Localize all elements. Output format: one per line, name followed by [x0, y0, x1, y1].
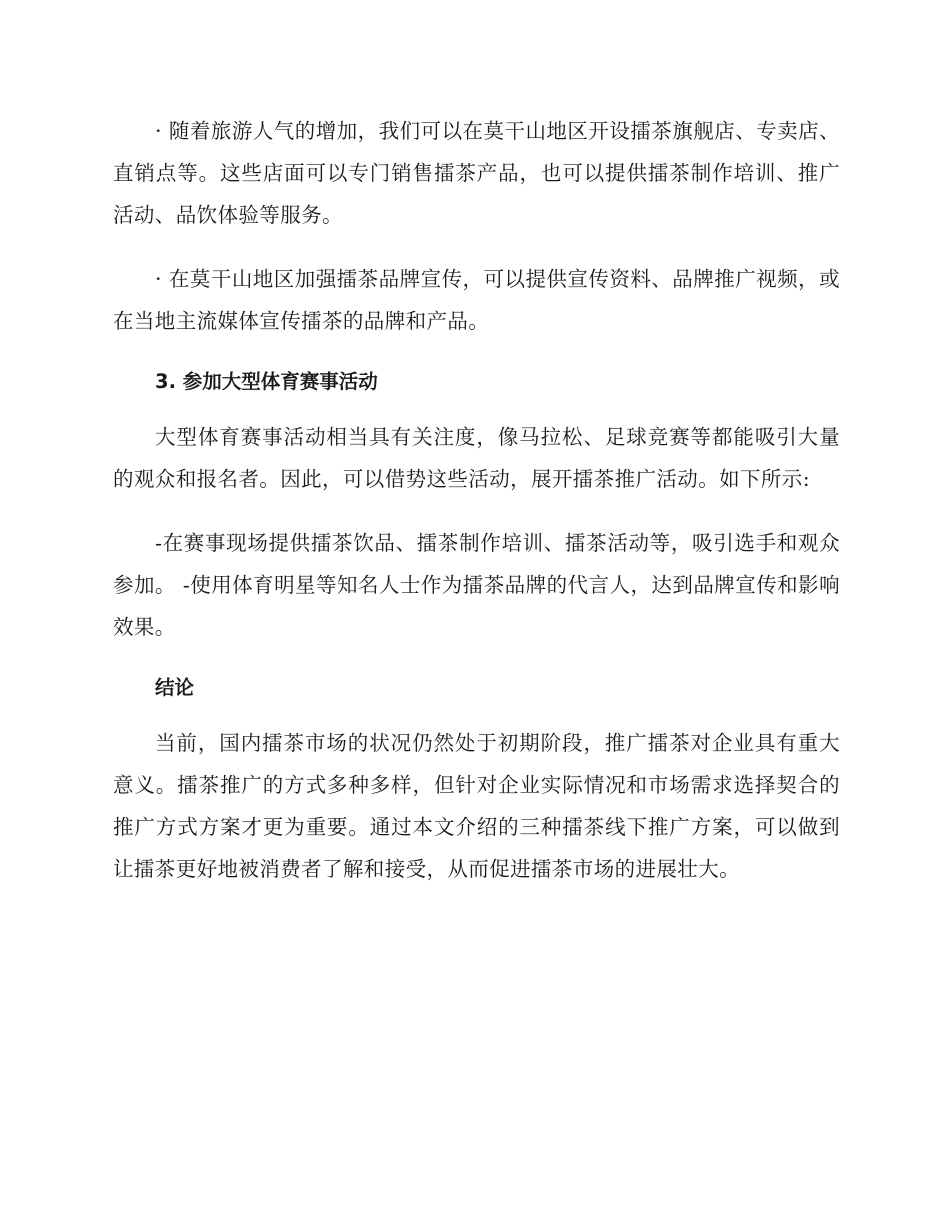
paragraph-brand-promotion: · 在莫干山地区加强擂茶品牌宣传，可以提供宣传资料、品牌推广视频，或在当地主流媒体宣传擂茶的品牌和产品。 — [113, 267, 840, 333]
section-3-intro: 大型体育赛事活动相当具有关注度，像马拉松、足球竞赛等都能吸引大量的观众和报名者。因此，可以借势这些活动，展开擂茶推广活动。如下所示: — [113, 425, 840, 491]
paragraph-flagship-stores: · 随着旅游人气的增加，我们可以在莫干山地区开设擂茶旗舰店、专卖店、直销点等。这些店面可以专门销售擂茶产品，也可以提供擂茶制作培训、推广活动、品饮体验等服务。 — [113, 119, 840, 227]
conclusion-heading: 结论 — [155, 676, 195, 699]
document-page — [113, 110, 840, 912]
section-3-items: -在赛事现场提供擂茶饮品、擂茶制作培训、擂茶活动等，吸引选手和观众参加。 -使用体育明星等知名人士作为擂茶品牌的代言人，达到品牌宣传和影响效果。 — [113, 531, 840, 639]
conclusion-text: 当前，国内擂茶市场的状况仍然处于初期阶段，推广擂茶对企业具有重大意义。擂茶推广的方式多种多样，但针对企业实际情况和市场需求选择契合的推广方式方案才更为重要。通过本文介绍的三种擂茶线下推广方案，可以做到让擂茶更好地被消费者了解和接受，从而促进擂茶市场的进展壮大。 — [113, 731, 840, 881]
section-3-heading: 3. 参加大型体育赛事活动 — [155, 370, 378, 393]
